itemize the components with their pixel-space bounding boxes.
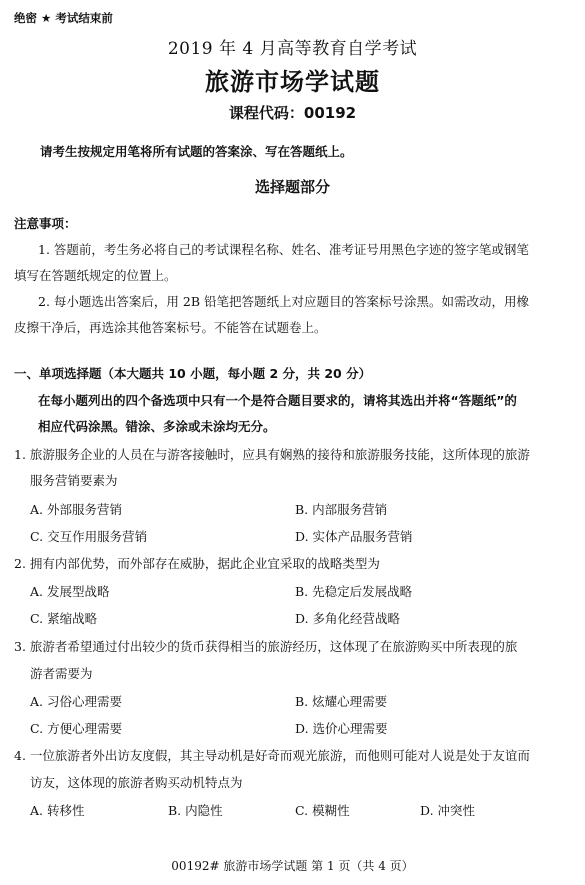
part-title: 选择题部分 (254, 178, 330, 196)
section-1-desc-line-1: 在每小题列出的四个备选项中只有一个是符合题目要求的，请将其选出并将“答题纸”的 (38, 393, 517, 408)
question-1-option-d: D. 实体产品服务营销 (295, 529, 413, 544)
paper-title: 旅游市场学试题 (205, 68, 380, 96)
section-1-desc-line-2: 相应代码涂黑。错涂、多涂或未涂均无分。 (38, 419, 276, 434)
question-3-stem-line-2: 游者需要为 (30, 666, 93, 681)
question-1-stem-line-2: 服务营销要素为 (30, 473, 118, 488)
note-item-1-line-1: 1. 答题前，考生务必将自己的考试课程名称、姓名、准考证号用黑色字迹的签字笔或钢笔 (38, 242, 529, 257)
answer-instruction: 请考生按规定用笔将所有试题的答案涂、写在答题纸上。 (40, 144, 353, 159)
question-3-option-c: C. 方便心理需要 (30, 721, 123, 736)
question-3-option-a: A. 习俗心理需要 (30, 694, 122, 709)
confidential-label: 绝密 ★ 考试结束前 (14, 11, 113, 25)
page-footer: 00192# 旅游市场学试题 第 1 页（共 4 页） (171, 859, 414, 873)
question-4-option-b: B. 内隐性 (168, 803, 223, 818)
note-item-2-line-1: 2. 每小题选出答案后，用 2B 铅笔把答题纸上对应题目的答案标号涂黑。如需改动，用橡 (38, 294, 529, 309)
question-4-stem-line-2: 访友，这体现的旅游者购买动机特点为 (30, 775, 243, 790)
question-4-option-a: A. 转移性 (30, 803, 85, 818)
question-4-option-c: C. 模糊性 (295, 803, 350, 818)
note-item-1-line-2: 填写在答题纸规定的位置上。 (14, 268, 177, 283)
question-2-stem-line-1: 2. 拥有内部优势，而外部存在威胁，据此企业宜采取的战略类型为 (14, 556, 380, 571)
question-2-option-c: C. 紧缩战略 (30, 611, 98, 626)
question-3-option-b: B. 炫耀心理需要 (295, 694, 388, 709)
question-4-option-d: D. 冲突性 (420, 803, 476, 818)
question-2-option-b: B. 先稳定后发展战略 (295, 584, 413, 599)
question-1-option-b: B. 内部服务营销 (295, 502, 388, 517)
question-2-option-d: D. 多角化经营战略 (295, 611, 401, 626)
question-1-option-a: A. 外部服务营销 (30, 502, 122, 517)
question-4-stem-line-1: 4. 一位旅游者外出访友度假，其主导动机是好奇而观光旅游，而他则可能对人说是处于友谊而 (14, 748, 530, 763)
section-1-heading: 一、单项选择题（本大题共 10 小题，每小题 2 分，共 20 分） (14, 366, 372, 381)
course-code: 课程代码：00192 (228, 104, 357, 122)
question-2-option-a: A. 发展型战略 (30, 584, 110, 599)
question-3-stem-line-1: 3. 旅游者希望通过付出较少的货币获得相当的旅游经历，这体现了在旅游购买中所表现的旅 (14, 639, 518, 654)
notes-heading: 注意事项： (14, 216, 77, 231)
question-1-option-c: C. 交互作用服务营销 (30, 529, 148, 544)
question-3-option-d: D. 选价心理需要 (295, 721, 388, 736)
exam-session-line: 2019 年 4 月高等教育自学考试 (167, 39, 418, 59)
note-item-2-line-2: 皮擦干净后，再选涂其他答案标号。不能答在试题卷上。 (14, 320, 327, 335)
question-1-stem-line-1: 1. 旅游服务企业的人员在与游客接触时，应具有娴熟的接待和旅游服务技能，这所体现的旅游 (14, 447, 530, 462)
